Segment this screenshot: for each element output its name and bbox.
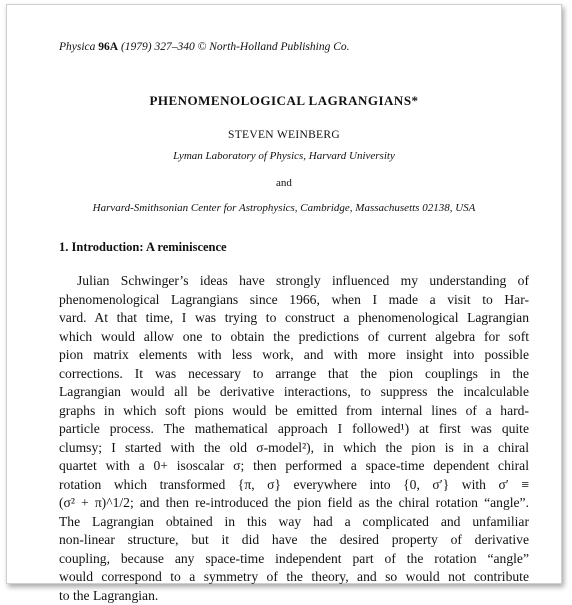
journal-citation: (1979) 327–340 © North-Holland Publishing Co. [118, 41, 349, 53]
paragraph-line: which would allow one to obtain the predictions of current algebra for soft [59, 328, 529, 347]
paragraph-line: vard. At that time, I was trying to construct a phenomenological Lagrangian [59, 309, 529, 328]
affiliation-conjunction: and [7, 177, 561, 189]
affiliation-2: Harvard-Smithsonian Center for Astrophysics, Cambridge, Massachusetts 02138, USA [7, 202, 561, 214]
paragraph-line: Julian Schwinger’s ideas have strongly influenced my understanding of [59, 272, 529, 291]
paragraph-line: clumsy; I started with the old σ-model²), in which the pion is in a chiral [59, 439, 529, 458]
body-paragraph [59, 272, 529, 605]
author-name: STEVEN WEINBERG [7, 129, 561, 141]
paragraph-line: non-linear structure, but it did have the desired property of derivative [59, 531, 529, 550]
paragraph-line: phenomenological Lagrangians since 1966, when I made a visit to Har- [59, 291, 529, 310]
section-heading: 1. Introduction: A reminiscence [59, 240, 227, 255]
paragraph-line: rotation which transformed {π, σ} everywhere into {0, σ′} with σ′ ≡ [59, 476, 529, 495]
paragraph-line: The Lagrangian obtained in this way had a complicated and unfamiliar [59, 513, 529, 532]
paragraph-line: graphs in which soft pions would be emitted from internal lines of a hard- [59, 402, 529, 421]
paper-title: PHENOMENOLOGICAL LAGRANGIANS* [7, 93, 561, 109]
paragraph-line: corrections. It was necessary to arrange that the pion couplings in the [59, 365, 529, 384]
affiliation-1: Lyman Laboratory of Physics, Harvard University [7, 150, 561, 162]
journal-name: Physica [59, 41, 95, 53]
paragraph-line: pion matrix elements with less work, and with more insight into possible [59, 346, 529, 365]
paragraph-line: coupling, because any space-time independent part of the rotation “angle” [59, 550, 529, 569]
paragraph-line: to the Lagrangian. [59, 587, 529, 605]
journal-header [59, 41, 350, 53]
paper-page [6, 4, 562, 584]
paragraph-line: (σ² + π)^1/2; and then re-introduced the pion field as the chiral rotation “angle”. [59, 494, 529, 513]
paragraph-line: particle process. The mathematical approach I followed¹) at first was quite [59, 420, 529, 439]
paragraph-line: Lagrangian would all be derivative interactions, to suppress the incalculable [59, 383, 529, 402]
journal-volume: 96A [98, 41, 118, 53]
paragraph-line: would correspond to a symmetry of the theory, and so would not contribute [59, 568, 529, 587]
paragraph-line: quartet with a 0+ isoscalar σ; then performed a space-time dependent chiral [59, 457, 529, 476]
